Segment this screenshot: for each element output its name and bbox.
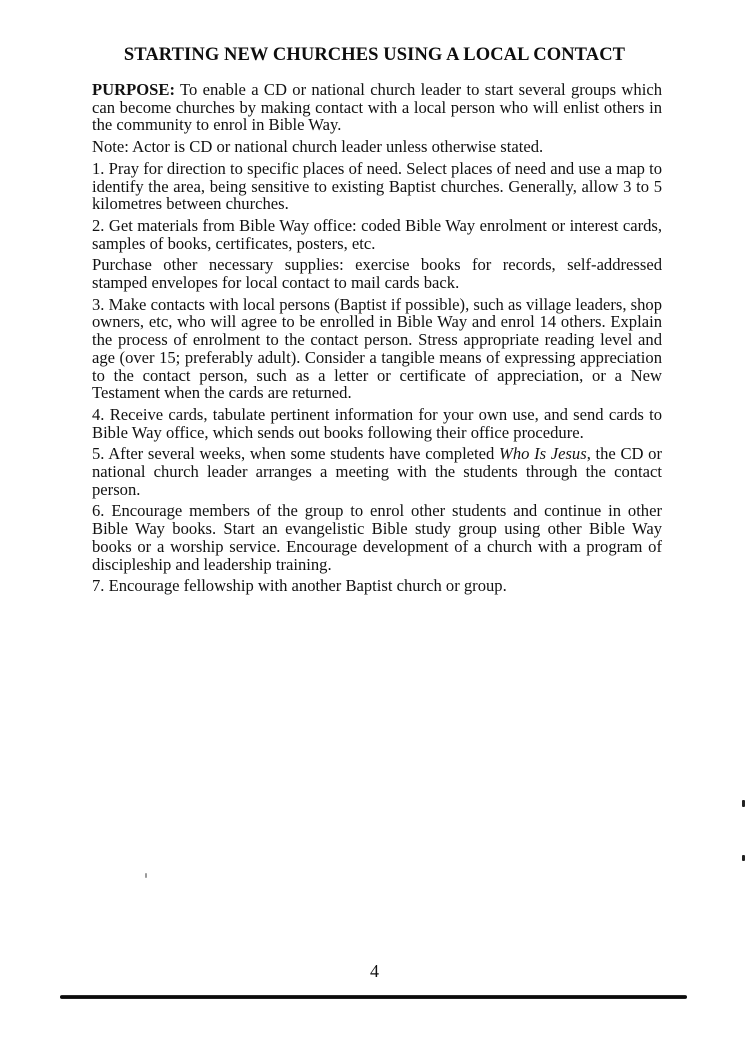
purpose-label: PURPOSE: xyxy=(92,80,175,99)
paragraph-note: Note: Actor is CD or national church leader unless otherwise stated. xyxy=(92,137,544,157)
step-5 xyxy=(92,445,662,498)
scan-speck xyxy=(742,800,745,807)
step-1: 1. Pray for direction to specific places of need. Select places of need and use a map to identify the area, being sensitive to existing Baptist churches. Generally, allow 3 to 5 kilometres between churches. xyxy=(92,158,662,214)
step-7: 7. Encourage fellowship with another Baptist church or group. xyxy=(92,576,507,596)
step-4: 4. Receive cards, tabulate pertinent information for your own use, and send cards to Bible Way office, which sends out books following their office procedure. xyxy=(92,404,662,442)
step-5-text-after: , the CD or national church leader arranges a meeting with the students through the contact person. xyxy=(92,444,662,499)
step-6: 6. Encourage members of the group to enrol other students and continue in other Bible Way books. Start an evangelistic Bible study group using other Bible Way books or a worship service. Encourage development of a church with a program of discipleship and leadership training. xyxy=(92,501,662,574)
step-2: 2. Get materials from Bible Way office: coded Bible Way enrolment or interest cards, samples of books, certificates, posters, etc. xyxy=(92,215,662,253)
page-title: STARTING NEW CHURCHES USING A LOCAL CONTACT xyxy=(123,45,626,65)
book-title-italic: Who Is Jesus xyxy=(499,444,587,464)
scan-speck xyxy=(742,855,745,861)
step-3: 3. Make contacts with local persons (Baptist if possible), such as village leaders, shop owners, etc, who will agree to be enrolled in Bible Way and enrol 14 others. Explain the process of enrolment to the contact person. Stress appropriate reading level and age (over 15; preferably adult). Consider a tangible means of expressing appreciation to the contact person, such as a letter or certificate of appreciation, or a New Testament when the cards are returned. xyxy=(92,294,662,403)
step-5-text-before: 5. After several weeks, when some students have completed xyxy=(92,444,499,464)
purpose-text: To enable a CD or national church leader to start several groups which can become churches by making contact with a local person who will enlist others in the community to enrol in Bible Way. xyxy=(92,80,662,135)
paragraph-purpose xyxy=(92,81,662,134)
page-number: 4 xyxy=(370,961,379,981)
scan-speck xyxy=(145,873,147,878)
footer-rule xyxy=(60,995,687,999)
paragraph-purchase: Purchase other necessary supplies: exercise books for records, self-addressed stamped envelopes for local contact to mail cards back. xyxy=(92,255,662,293)
document-body xyxy=(92,81,662,599)
